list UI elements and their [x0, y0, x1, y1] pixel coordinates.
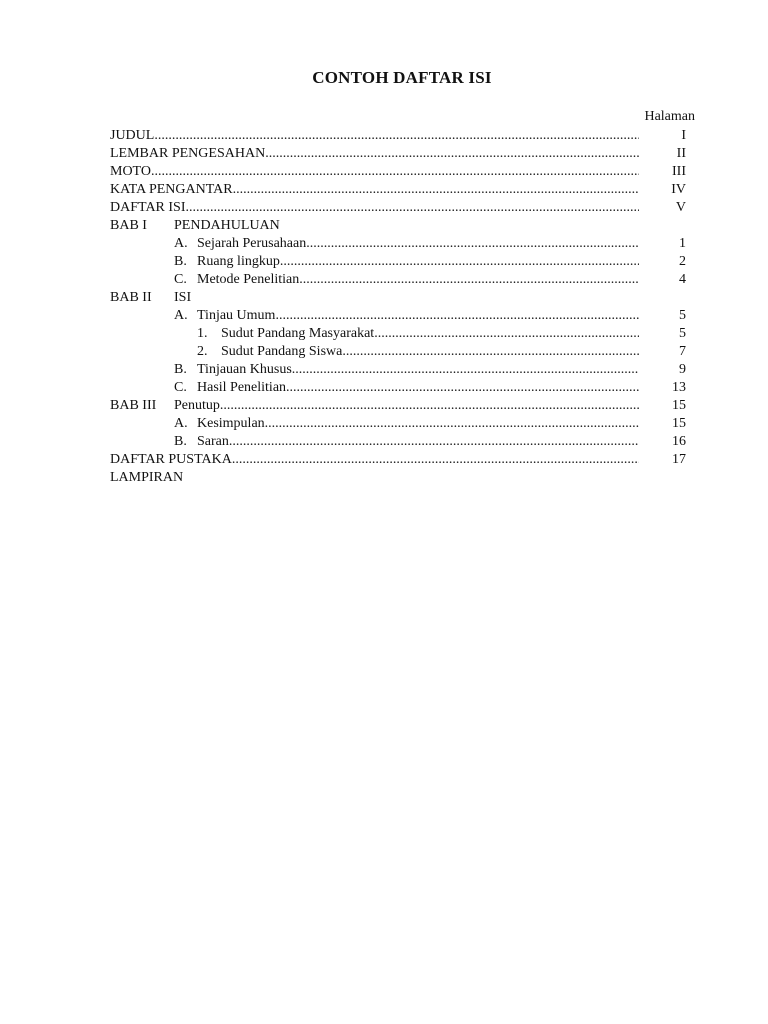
dot-leader — [374, 326, 639, 341]
dot-leader — [233, 182, 639, 197]
toc-row-judul — [110, 127, 694, 145]
toc-row-hasil-penelitian — [110, 379, 694, 397]
toc-row-sudut-pandang-siswa — [110, 343, 694, 361]
toc-page-number: V — [675, 200, 686, 215]
toc-page-number: 13 — [672, 380, 686, 395]
toc-page-number: 5 — [679, 326, 686, 341]
toc-page-number: III — [672, 164, 686, 179]
dot-leader — [229, 434, 639, 449]
toc-row-tinjauan-khusus — [110, 361, 694, 379]
toc-entry-label: DAFTAR PUSTAKA — [110, 452, 232, 467]
dot-leader — [286, 380, 639, 395]
toc-page-number: 15 — [672, 416, 686, 431]
dot-leader — [342, 344, 639, 359]
page-column-header: Halaman — [644, 109, 695, 124]
toc-marker: A. — [174, 308, 188, 323]
dot-leader — [151, 164, 639, 179]
dot-leader — [275, 308, 639, 323]
toc-row-ruang-lingkup — [110, 253, 694, 271]
toc-row-tinjau-umum — [110, 307, 694, 325]
toc-entry-label: LAMPIRAN — [110, 470, 184, 485]
dot-leader — [299, 272, 639, 287]
toc-entry-label: MOTO — [110, 164, 151, 179]
toc-marker: B. — [174, 362, 187, 377]
toc-row-saran — [110, 433, 694, 451]
toc-marker: B. — [174, 434, 187, 449]
toc-page-number: 7 — [679, 344, 686, 359]
toc-marker: A. — [174, 236, 188, 251]
toc-page-number: II — [676, 146, 686, 161]
toc-page-number: 9 — [679, 362, 686, 377]
toc-row-lampiran — [110, 469, 694, 487]
dot-leader — [154, 128, 639, 143]
dot-leader — [186, 200, 640, 215]
toc-row-sudut-pandang-masyarakat — [110, 325, 694, 343]
toc-page-number: 5 — [679, 308, 686, 323]
dot-leader — [265, 146, 639, 161]
toc-marker: A. — [174, 416, 188, 431]
toc-page-number: IV — [671, 182, 686, 197]
dot-leader — [306, 236, 639, 251]
toc-chapter-bab-1 — [110, 217, 694, 235]
toc-entry-label: Tinjau Umum — [197, 308, 276, 323]
chapter-title: ISI — [174, 290, 192, 305]
toc-row-daftar-isi — [110, 199, 694, 217]
toc-entry-label: Sudut Pandang Siswa — [221, 344, 343, 359]
toc-chapter-bab-2 — [110, 289, 694, 307]
toc-entry-label: KATA PENGANTAR — [110, 182, 233, 197]
toc-page-number: 15 — [672, 398, 686, 413]
dot-leader — [220, 398, 639, 413]
toc-page-number: 4 — [679, 272, 686, 287]
dot-leader — [280, 254, 639, 269]
dot-leader — [292, 362, 639, 377]
toc-chapter-bab-3 — [110, 397, 694, 415]
toc-entry-label: Hasil Penelitian — [197, 380, 287, 395]
toc-marker: C. — [174, 380, 187, 395]
toc-entry-label: Saran — [197, 434, 229, 449]
toc-marker: C. — [174, 272, 187, 287]
toc-entry-label: Metode Penelitian — [197, 272, 300, 287]
chapter-title: Penutup — [174, 398, 220, 413]
chapter-title: PENDAHULUAN — [174, 218, 280, 233]
chapter-label: BAB III — [110, 398, 157, 413]
table-of-contents — [110, 127, 694, 487]
toc-marker: 2. — [197, 344, 208, 359]
toc-marker: B. — [174, 254, 187, 269]
toc-row-moto — [110, 163, 694, 181]
dot-leader — [265, 416, 639, 431]
toc-row-kata-pengantar — [110, 181, 694, 199]
toc-page-number: 17 — [672, 452, 686, 467]
toc-entry-label: DAFTAR ISI — [110, 200, 186, 215]
toc-entry-label: LEMBAR PENGESAHAN — [110, 146, 266, 161]
chapter-label: BAB I — [110, 218, 147, 233]
toc-entry-label: Kesimpulan — [197, 416, 265, 431]
toc-row-kesimpulan — [110, 415, 694, 433]
chapter-label: BAB II — [110, 290, 152, 305]
toc-row-sejarah-perusahaan — [110, 235, 694, 253]
toc-page-number: 1 — [679, 236, 686, 251]
toc-row-daftar-pustaka — [110, 451, 694, 469]
toc-entry-label: Sudut Pandang Masyarakat — [221, 326, 375, 341]
toc-entry-label: JUDUL — [110, 128, 155, 143]
toc-marker: 1. — [197, 326, 208, 341]
toc-entry-label: Sejarah Perusahaan — [197, 236, 307, 251]
toc-page-number: 16 — [672, 434, 686, 449]
toc-page-number: I — [681, 128, 686, 143]
toc-entry-label: Ruang lingkup — [197, 254, 280, 269]
page-title: CONTOH DAFTAR ISI — [312, 68, 492, 87]
toc-row-metode-penelitian — [110, 271, 694, 289]
toc-row-lembar-pengesahan — [110, 145, 694, 163]
dot-leader — [232, 452, 639, 467]
toc-page-number: 2 — [679, 254, 686, 269]
toc-entry-label: Tinjauan Khusus — [197, 362, 292, 377]
